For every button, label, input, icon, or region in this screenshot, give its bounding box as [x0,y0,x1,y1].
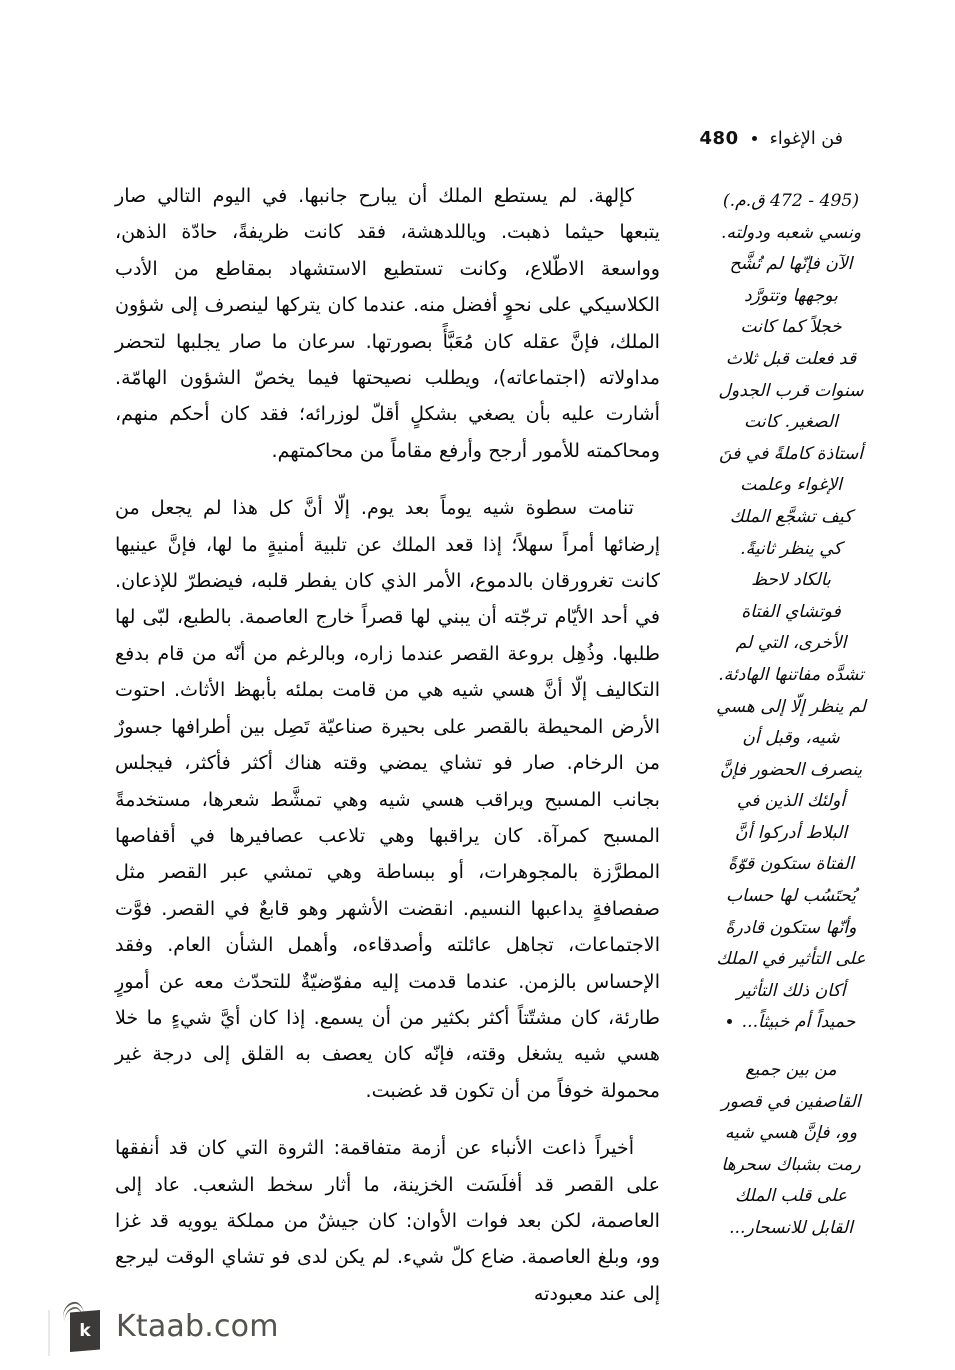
sidebar-line: على قلب الملك [734,1186,848,1207]
body-paragraph: تنامت سطوة شيه يوماً بعد يوم. إلّا أنَّ كل هذا لم يجعل من إرضائها أمراً سهلاً؛ إذا قعد الملك عن تلبية أمنيةٍ ما لها، فإنَّ عينيها كانت تغرورقان بالدموع، الأمر الذي كان يفطر قلبه، فيضطرّ للإذعان. في أحد الأيّام ترجّته أن يبني لها قصراً خارج العاصمة. بالطبع، لبّى لها طلبها. وذُهِل بروعة القصر عندما زاره، وبالرغم من أنّه من قام بدفع التكاليف إلّا أنَّ هسي شيه هي من قامت بملئه بأبهظ الأثاث. احتوت الأرض المحيطة بالقصر على بحيرة صناعيّة تَصِل بين أطرافها جسورٌ من الرخام. صار فو تشاي يمضي وقته هناك أكثر فأكثر، فيجلس بجانب المسبح ويراقب هسي شيه وهي تمشَّط شعرها، مستخدمةً المسبح كمرآة. كان يراقبها وهي تلاعب عصافيرها في أقفاصها المطرَّزة بالمجوهرات، أو ببساطة وهي تمشي عبر القصر مثل صفصافةٍ يداعبها النسيم. انقضت الأشهر وهو قابعٌ في القصر. فوَّت الاجتماعات، تجاهل عائلته وأصدقاءه، وأهمل الشأن العام. وفقد الإحساس بالزمن. عندما قدمت إليه مفوّضيّةٌ للتحدّث معه عن أمورٍ طارئة، كان مشتّتاً أكثر بكثير من أن يسمع. إذا كان أيَّ شيءٍ ما خلا هسي شيه يشغل وقته، فإنّه كان يعصف به القلق إلى درجة غير محمولة خوفاً من أن تكون قد غضبت. [115,496,660,1102]
sidebar-line: من بين جميع [745,1060,837,1081]
sidebar-line: كيف تشجَّع الملك [729,506,853,527]
watermark-divider [48,1310,50,1356]
sidebar-line: وأنّها ستكون قادرةً [725,917,857,938]
sidebar-line: الآن فإنّها لم تُشَّح [729,254,853,275]
sidebar-line: أولئك الذين في [736,791,846,812]
sidebar-line: كي ينظر ثانيةً. [740,538,842,559]
body-paragraph: أخيراً ذاعت الأنباء عن أزمة متفاقمة: الثروة التي كان قد أنفقها على القصر قد أفلَسَت الخزينة، ما أثار سخط الشعب. عاد إلى العاصمة، لكن بعد فوات الأوان: كان جيشٌ من مملكة يوويه قد غزا وو، وبلغ العاصمة. ضاع كلّ شيء. لم يكن لدى فو تشاي الوقت ليرجع إلى عند معبودته [115,1136,660,1305]
sidebar-line: الصغير. كانت [744,412,838,433]
sidebar-line: رمت بشباك سحرها [721,1154,861,1175]
sidebar-line: شيه، وقبل أن [742,728,840,749]
sidebar-line: (495 - 472 ق.م.) [722,191,860,211]
running-head-book-title: فن الإغواء [769,128,843,149]
sidebar-quote-column [673,186,909,1245]
sidebar-line: على التأثير في الملك [716,949,866,970]
running-head [700,128,843,149]
page-number: 480 [699,128,739,149]
main-text-column [115,178,660,1312]
sidebar-line: خجلاً كما كانت [740,317,842,338]
bullet-dot-icon [752,136,757,141]
body-paragraph: كإلهة. لم يستطع الملك أن يبارح جانبها. في اليوم التالي صار يتبعها حيثما ذهبت. وياللدهشة، فقد كانت ظريفةً، حادّة الذهن، وواسعة الاطّلاع، وكانت تستطيع الاستشهاد بمقاطع من الأدب الكلاسيكي على نحوٍ أفضل منه. عندما كان يتركها لينصرف إلى شؤون الملك، فإنَّ عقله كان مُعَبَّأً بصورتها. سرعان ما صار يجلبها لتحضر مداولاته (اجتماعاته)، ويطلب نصيحتها فيما يخصّ الشؤون الهامّة. أشارت عليه بأن يصغي بشكلٍ أقلّ لوزرائه؛ فقد كان أحكم منهم، ومحاكمته للأمور أرجح وأرفع مقاماً من محاكمتهم. [115,184,660,462]
sidebar-line: بالكاد لاحظ [751,570,831,591]
sidebar-line: وو، فإنَّ هسي شيه [724,1123,858,1144]
sidebar-line: القابل للانسحار... [729,1218,853,1238]
sidebar-line: ونسي شعبه ودولته. [720,222,862,243]
sidebar-line: بوجهها وتتورَّد [744,285,838,306]
logo-letter: k [79,1321,91,1341]
sidebar-block-gap [673,1039,909,1055]
sidebar-line-text: حميداً أم خبيثاً... [741,1012,856,1033]
open-book-icon [62,1300,102,1352]
sidebar-line: البلاط أدركوا أنَّ [734,822,848,843]
sidebar-line-end [673,1007,909,1039]
sidebar-line: الأخرى، التي لم [735,633,847,654]
sidebar-line: أستاذة كاملةً في فنَ [718,443,864,464]
site-watermark[interactable] [62,1300,279,1352]
sidebar-line: لم ينظر إلّا إلى هسي [716,696,866,717]
sidebar-line: سنوات قرب الجدول [718,380,864,401]
sidebar-line: قد فعلت قبل ثلاث [725,348,857,369]
sidebar-line: ينصرف الحضور فإنَّ [719,759,863,780]
sidebar-line: أكان ذلك التأثير [736,980,846,1001]
sidebar-line: الإغواء وعلمت [740,475,842,496]
sidebar-line: تشدَّه مفاتنها الهادئة. [718,664,864,685]
sidebar-line: فوتشاي الفتاة [741,601,841,622]
sidebar-line: القاصفين في قصور [721,1091,861,1112]
watermark-brand-text: Ktaab.com [116,1308,279,1344]
sidebar-line: يُحتَسُب لها حساب [726,886,856,907]
sidebar-line: الفتاة ستكون قوّةً [728,854,854,875]
bullet-dot-icon [727,1019,732,1024]
